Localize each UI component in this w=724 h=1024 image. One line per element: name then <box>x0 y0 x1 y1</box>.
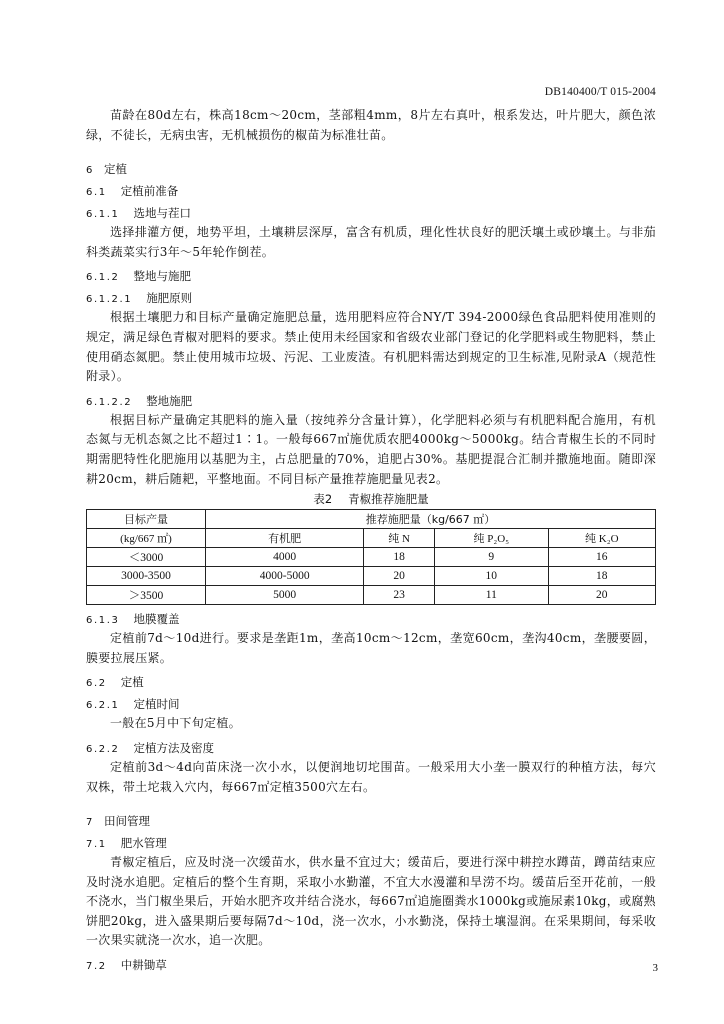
paragraph-6-2-1: 一般在5月中下旬定植。 <box>110 716 241 731</box>
cell-organic: 4000-5000 <box>206 567 364 586</box>
table-caption-number: 表2 <box>313 492 333 507</box>
heading-6-2 <box>86 674 656 690</box>
page-number: 3 <box>652 962 658 974</box>
paragraph-6-1-2-1: 根据土壤肥力和目标产量确定施肥总量，选用肥料应符合NY/T 394-2000绿色食品肥料使用准则的规定，满足绿色青椒对肥料的要求。禁止使用未经国家和省级农业部门登记的化学肥料或生物肥料，禁止使用硝态氮肥。禁止使用城市垃圾、污泥、工业废渣。有机肥料需达到规定的卫生标准,见附录A（规范性附录）。 <box>86 310 656 384</box>
heading-6-2-1 <box>86 696 656 712</box>
heading-title: 中耕锄草 <box>120 958 167 973</box>
fertilizer-table <box>86 509 656 605</box>
subcol-organic: 有机肥 <box>206 529 364 548</box>
heading-6-1-2-1 <box>86 290 656 306</box>
heading-title: 施肥原则 <box>146 291 193 306</box>
heading-number: 6.1.2 <box>86 272 120 284</box>
cell-p: 11 <box>435 586 549 605</box>
heading-6-1-2 <box>86 268 656 284</box>
heading-title: 整地施肥 <box>146 393 193 408</box>
cell-p: 9 <box>435 548 549 567</box>
heading-7-2 <box>86 957 656 973</box>
heading-6-2-2 <box>86 740 656 756</box>
heading-number: 7 <box>86 817 94 829</box>
table-caption-title: 青椒推荐施肥量 <box>348 492 429 507</box>
heading-number: 6.2.2 <box>86 743 120 755</box>
cell-k: 18 <box>548 567 655 586</box>
cell-k: 16 <box>548 548 655 567</box>
table-caption <box>86 491 656 507</box>
heading-title: 定植 <box>120 675 144 690</box>
table-subheader-row <box>87 529 656 548</box>
cell-target: 3000-3500 <box>87 567 206 586</box>
cell-n: 20 <box>364 567 435 586</box>
heading-title: 整地与施肥 <box>133 269 191 284</box>
table-header-row <box>87 510 656 529</box>
subcol-k2o: 纯 K₂O <box>548 529 655 548</box>
heading-title: 选地与茬口 <box>133 206 191 221</box>
paragraph-7-1: 青椒定植后，应及时浇一次缓苗水，供水量不宜过大；缓苗后，要进行深中耕控水蹲苗，蹲苗结束应及时浇水追肥。定植后的整个生育期，采取小水勤灌，不宜大水漫灌和旱涝不均。缓苗后至开花前，一般不浇水，当门椒坐果后，开始水肥齐攻并结合浇水，每667㎡追施圈粪水1000kg或施尿素10kg，或腐熟饼肥20kg，进入盛果期后要每隔7d～10d，浇一次水，小水勤浇，保持土壤湿润。在采果期间，每采收一次果实就浇一次水，追一次肥。 <box>86 855 656 948</box>
cell-organic: 5000 <box>206 586 364 605</box>
subcol-n: 纯 N <box>364 529 435 548</box>
heading-number: 6.2 <box>86 678 107 690</box>
heading-title: 定植时间 <box>133 697 180 712</box>
heading-title: 肥水管理 <box>120 836 167 851</box>
cell-n: 18 <box>364 548 435 567</box>
cell-p: 10 <box>435 567 549 586</box>
heading-number: 6.1.2.2 <box>86 396 133 408</box>
heading-7-1 <box>86 835 656 851</box>
cell-target: ＜3000 <box>87 548 206 567</box>
heading-6-1-3 <box>86 611 656 627</box>
paragraph-6-2-2: 定植前3d～4d向苗床浇一次小水，以便润地切坨围苗。一般采用大小垄一膜双行的种植方法，每穴双株，带土坨栽入穴内，每667㎡定植3500穴左右。 <box>86 759 656 794</box>
heading-6-1 <box>86 183 656 199</box>
heading-6-1-2-2 <box>86 393 656 409</box>
heading-title: 田间管理 <box>103 814 150 829</box>
standard-code: DB140400/T 015-2004 <box>544 86 656 98</box>
heading-number: 6.1.1 <box>86 209 120 221</box>
heading-number: 7.1 <box>86 839 107 851</box>
heading-number: 7.2 <box>86 961 107 973</box>
target-yield-header <box>87 510 206 529</box>
heading-number: 6.1.2.1 <box>86 294 133 306</box>
recommended-header: 推荐施肥量（kg/667 ㎡） <box>206 510 656 529</box>
cell-n: 23 <box>364 586 435 605</box>
cell-target: ＞3500 <box>87 586 206 605</box>
intro-paragraph: 苗龄在80d左右，株高18cm～20cm，茎部粗4mm，8片左右真叶，根系发达，叶片肥大，颜色浓绿，不徒长，无病虫害，无机械损伤的椒苗为标准壮苗。 <box>86 108 656 142</box>
paragraph-6-1-1: 选择排灌方便，地势平坦，土壤耕层深厚，富含有机质，理化性状良好的肥沃壤土或砂壤土。与非茄科类蔬菜实行3年～5年轮作倒茬。 <box>86 225 656 259</box>
document-body <box>86 106 656 975</box>
heading-number: 6 <box>86 165 94 177</box>
heading-title: 定植前准备 <box>120 184 179 199</box>
heading-6 <box>86 161 656 177</box>
cell-k: 20 <box>548 586 655 605</box>
heading-title: 地膜覆盖 <box>133 612 180 627</box>
paragraph-6-1-2-2: 根据目标产量确定其肥料的施入量（按纯养分含量计算），化学肥料必须与有机肥料配合施用，有机态氮与无机态氮之比不超过1∶1。一般每667㎡施优质农肥4000kg～5000kg。结合青椒生长的不同时期需肥特性化肥施用以基肥为主，占总肥量的70%，追肥占30%。基肥提混合汇制并撒施地面。随即深耕20cm，耕后随耙，平整地面。不同目标产量推荐施肥量见表2。 <box>86 412 656 486</box>
heading-number: 6.1.3 <box>86 615 120 627</box>
target-yield-unit: (kg/667 ㎡) <box>87 529 206 548</box>
heading-number: 6.2.1 <box>86 700 120 712</box>
table-row <box>87 548 656 567</box>
heading-number: 6.1 <box>86 187 107 199</box>
heading-title: 定植方法及密度 <box>133 740 214 755</box>
target-yield-label: 目标产量 <box>124 513 168 527</box>
paragraph-6-1-3: 定植前7d～10d进行。要求是垄距1m，垄高10cm～12cm，垄宽60cm，垄沟40cm，垄腰要圆，膜要拉展压紧。 <box>86 631 656 665</box>
subcol-p2o5: 纯 P₂O₅ <box>435 529 549 548</box>
cell-organic: 4000 <box>206 548 364 567</box>
heading-title: 定植 <box>103 162 127 177</box>
table-row <box>87 586 656 605</box>
table-row <box>87 567 656 586</box>
heading-7 <box>86 813 656 829</box>
heading-6-1-1 <box>86 205 656 221</box>
